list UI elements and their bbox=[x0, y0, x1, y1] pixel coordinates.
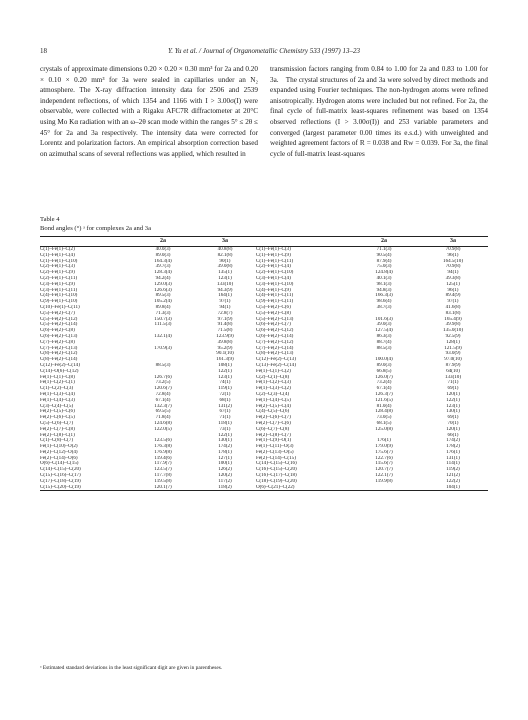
bond-angle-value: 111.5(3) bbox=[154, 322, 172, 328]
bond-angle-value: 108(1) bbox=[218, 362, 232, 368]
bond-angle-label: Fe(2)–C(7)–C(8) bbox=[40, 426, 75, 432]
bond-angle-value: 119(1) bbox=[218, 386, 232, 392]
bond-angle-value: 97.1(9) bbox=[217, 316, 233, 322]
bond-angle-value: 94(1) bbox=[219, 304, 231, 310]
bond-angle-label: O(6)–C(14)–C(15) bbox=[40, 461, 79, 467]
bond-angle-value: 119.9(8) bbox=[375, 478, 393, 484]
bond-angle-label: Fe(1)–C(3)–C(2) bbox=[256, 386, 291, 392]
left-column-paragraph: crystals of approximate dimensions 0.20 × 0.20 × 0.30 mm³ for 2a and 0.20 × 0.10 × 0.20 mm³ for 3a were sealed in capillaries under an N₂ atmosphere. The X-ray diffraction intensity data for 2506 and 2539 independent reflections, of which 1354 and 1166 with I > 3.00σ(I) were observable, were collected with a Rigaku AFC7R diffractometer at 20°C using Mo Kα radiation with an ω–2θ scan mode within the ranges 5° ≤ 2θ ≤ 45° for 2a and 3a respectively. The intensity data were corrected for Lorentz and polarization factors. An empirical absorption correction based on azimuthal scans of several reflections was applied, which resulted in bbox=[40, 65, 258, 158]
bond-angle-label: Fe(2)–C(6)–C(5) bbox=[40, 415, 75, 421]
bond-angle-value: 132.1(4) bbox=[154, 333, 172, 339]
bond-angle-value: 128(1) bbox=[446, 339, 460, 345]
bond-angle-value: 96(1) bbox=[447, 252, 459, 258]
bond-angle-value: 72.8(4) bbox=[155, 391, 171, 397]
bond-angle-value: 67.1(4) bbox=[155, 397, 171, 403]
bond-angle-label: C(18)–C(19)–C(20) bbox=[256, 478, 297, 484]
bond-angle-value: 130(1) bbox=[446, 409, 460, 415]
bond-angle-value: 73.0(5) bbox=[376, 415, 392, 421]
bond-angle-value: 101.6(3) bbox=[375, 316, 393, 322]
header-cell: 3a bbox=[222, 237, 228, 244]
bond-angle-value: 164.5(10) bbox=[443, 258, 463, 264]
bond-angle-value: 176(1) bbox=[377, 438, 391, 444]
bond-angle-label: C(5)–Fe(2)–C(12) bbox=[40, 316, 78, 322]
bond-angle-label: C(3)–Fe(1)–C(4) bbox=[256, 275, 291, 281]
bond-angle-label: Fe(2)–C(13)–O(5) bbox=[256, 449, 294, 455]
bond-angle-value: 119.5(8) bbox=[154, 478, 172, 484]
bond-angle-value: 121(2) bbox=[446, 473, 460, 479]
bond-angle-value: 89.0(3) bbox=[155, 252, 171, 258]
bond-angle-label: C(6)–Fe(2)–C(14) bbox=[256, 333, 294, 339]
bond-angle-label: C(2)–Fe(1)–C(10) bbox=[256, 270, 294, 276]
bond-angle-value: 123(1) bbox=[218, 374, 232, 380]
bond-angle-value: 82.1(8) bbox=[217, 252, 233, 258]
bond-angle-label: C(2)–Fe(1)–C(3) bbox=[40, 264, 75, 270]
bond-angle-value: 164(1) bbox=[218, 293, 232, 299]
right-column-paragraph: transmission factors ranging from 0.84 to 1.00 for 2a and 0.83 to 1.00 for 3a. The crystal structures of 2a and 3a were solved by direct methods and expanded using Fourier techniques. The non-hydrogen atoms were refined anisotropically. Hydrogen atoms were included but not refined. For 2a, the final cycle of full-matrix least-squares refinement was based on 1354 observed reflections (I > 3.00σ(I)) and 253 variable parameters and converged (largest parameter 0.00 times its e.s.d.) with unweighted and weighted agreement factors of R = 0.038 and Rw = 0.039. For 3a, the final cycle of full-matrix least-squares bbox=[270, 65, 488, 158]
bond-angle-label: C(2)–Fe(1)–C(4) bbox=[256, 264, 291, 270]
bond-angle-value: 174(2) bbox=[446, 438, 460, 444]
bond-angle-value: 133(10) bbox=[444, 374, 462, 380]
header-cell: 3a bbox=[450, 237, 456, 244]
bond-angle-value: 66.8(5) bbox=[376, 368, 392, 374]
bond-angle-value: 38.7(3) bbox=[376, 304, 392, 310]
bond-angle-value: 130(1) bbox=[218, 438, 232, 444]
bond-angle-value: 39.8(8) bbox=[217, 339, 233, 345]
journal-citation: Y. Yu et al. / Journal of Organometallic Chemistry 533 (1997) 13–23 bbox=[168, 47, 360, 55]
bond-angle-value: 94.3(9) bbox=[217, 287, 233, 293]
bond-angle-label: Fe(1)–C(4)–C(3) bbox=[40, 397, 75, 403]
bond-angle-value: 120(1) bbox=[446, 391, 460, 397]
bond-angle-label: C(9)–Fe(1)–C(11) bbox=[256, 299, 294, 305]
bond-angle-label: Fe(1)–C(2)–C(3) bbox=[256, 380, 291, 386]
bond-angle-label: C(12)–Fe(2)–C(14) bbox=[40, 362, 80, 368]
bond-angle-value: 124.6(8) bbox=[154, 420, 172, 426]
bond-angle-value: 115.6(7) bbox=[375, 461, 393, 467]
bond-angle-value: 66(1) bbox=[447, 432, 459, 438]
bond-angle-value: 126.7(6) bbox=[154, 374, 172, 380]
bond-angle-value: 126.6(3) bbox=[154, 287, 172, 293]
bond-angle-label: C(14)–C(15)–C(20) bbox=[40, 467, 81, 473]
bond-angle-label: C(7)–Fe(2)–C(14) bbox=[256, 345, 294, 351]
bond-angle-value: 118(2) bbox=[194, 485, 256, 491]
bond-angle-label: C(1)–Fe(1)–C(4) bbox=[40, 252, 75, 258]
bond-angle-value: 69.5(5) bbox=[155, 409, 171, 415]
bond-angle-value: 67(1) bbox=[219, 409, 231, 415]
bond-angle-value: 94.8(3) bbox=[376, 287, 392, 293]
bond-angle-value: 97(1) bbox=[447, 299, 459, 305]
bond-angle-value: 122.0(5) bbox=[154, 426, 172, 432]
bond-angle-value: 90(1) bbox=[219, 258, 231, 264]
bond-angle-value: 124.8(4) bbox=[375, 270, 393, 276]
bond-angle-value: 176.3(8) bbox=[154, 444, 172, 450]
bond-angle-value: 70.9(8) bbox=[445, 264, 461, 270]
bond-angle-value: 179.0(9) bbox=[375, 444, 393, 450]
bond-angle-value: 97.0(10) bbox=[444, 357, 462, 363]
bond-angle-value: 128.3(4) bbox=[154, 270, 172, 276]
body-text bbox=[40, 64, 488, 182]
bond-angle-label: C(7)–Fe(2)–C(13) bbox=[40, 345, 78, 351]
table-caption: Bond angles (°) ᵃ for complexes 2a and 3a bbox=[40, 225, 152, 232]
bond-angle-label: C(1)–Fe(1)–C(11) bbox=[256, 258, 294, 264]
table-row bbox=[40, 485, 488, 491]
bond-angle-label: O(6)–C(21)–C(22) bbox=[256, 485, 350, 491]
bond-angle-value: 131(2) bbox=[218, 403, 232, 409]
bond-angle-value: 123(1) bbox=[446, 403, 460, 409]
bond-angle-label: C(13)–Fe(2)–C(14) bbox=[256, 362, 296, 368]
bond-angle-value: 68(1) bbox=[219, 397, 231, 403]
bond-angle-value: 41.6(8) bbox=[445, 304, 461, 310]
bond-angle-label: Fe(1)–C(10)–O(2) bbox=[40, 444, 78, 450]
bond-angle-value: 178(1) bbox=[218, 449, 232, 455]
header-cell bbox=[40, 237, 132, 247]
bond-angle-value: 89.5(3) bbox=[155, 293, 171, 299]
bond-angle-label: C(17)–C(18)–C(19) bbox=[40, 478, 81, 484]
bond-angle-value: 39.9(8) bbox=[445, 322, 461, 328]
bond-angle-label: C(1)–Fe(1)–C(9) bbox=[256, 252, 291, 258]
bond-angle-value: 125.0(8) bbox=[375, 426, 393, 432]
bond-angle-value: 89.0(3) bbox=[376, 362, 392, 368]
bond-angle-label: C(1)–Fe(1)–C(3) bbox=[256, 246, 291, 252]
bond-angle-value: 170.9(3) bbox=[154, 345, 172, 351]
bond-angle-value: 104(1) bbox=[418, 485, 488, 491]
bond-angle-label: Fe(1)–C(1)–C(8) bbox=[40, 374, 75, 380]
bond-angle-value: 176(1) bbox=[446, 449, 460, 455]
bond-angle-value: 126(2) bbox=[218, 467, 232, 473]
bond-angle-value: 119(2) bbox=[446, 467, 460, 473]
bond-angle-value: 127(1) bbox=[218, 455, 232, 461]
bond-angle-value: 70.9(8) bbox=[445, 246, 461, 252]
bond-angle-label: C(3)–Fe(1)–C(10) bbox=[256, 281, 294, 287]
bond-angle-value: 97(1) bbox=[219, 299, 231, 305]
bond-angle-label: C(2)–C(1)–C(8) bbox=[256, 374, 290, 380]
bond-angle-value: 88.7(4) bbox=[376, 339, 392, 345]
bond-angle-value: 100.0(4) bbox=[375, 357, 393, 363]
bond-angle-label: C(8)–Fe(2)–C(14) bbox=[40, 357, 78, 363]
bond-angle-value: 91.4(8) bbox=[217, 322, 233, 328]
bond-angle-label: Fe(2)–C(5)–C(6) bbox=[40, 409, 75, 415]
bond-angle-label: Fe(2)–C(7)–C(6) bbox=[256, 420, 291, 426]
bond-angles-table bbox=[40, 236, 488, 491]
bond-angle-value: 175.6(7) bbox=[375, 449, 393, 455]
bond-angle-value: 72.8(7) bbox=[217, 310, 233, 316]
bond-angle-label: Fe(1)–C(9)–O(1) bbox=[256, 438, 292, 444]
bond-angle-value: 120.7(7) bbox=[375, 467, 393, 473]
bond-angle-label: C(7)–Fe(2)–C(8) bbox=[40, 339, 75, 345]
bond-angle-value: 120.1(7) bbox=[132, 485, 194, 491]
bond-angle-value: 122(1) bbox=[218, 368, 232, 374]
bond-angle-value: 135(1) bbox=[218, 270, 232, 276]
bond-angle-value: 39.3(8) bbox=[445, 275, 461, 281]
bond-angle-label: Fe(2)–C(12)–O(4) bbox=[40, 449, 78, 455]
bond-angle-value: 127.5(4) bbox=[375, 328, 393, 334]
bond-angle-label: C(5)–Fe(2)–C(13) bbox=[256, 316, 294, 322]
bond-angle-value: 39.0(8) bbox=[217, 264, 233, 270]
bond-angle-label: C(16)–C(17)–C(18) bbox=[256, 473, 297, 479]
bond-angle-value: 98.6(4) bbox=[376, 299, 392, 305]
bond-angle-label: C(3)–Fe(1)–C(9) bbox=[40, 281, 75, 287]
bond-angle-value: 166.3(3) bbox=[375, 293, 393, 299]
bond-angle-label: Fe(1)–C(1)–C(2) bbox=[256, 368, 291, 374]
bond-angle-label: C(16)–C(15)–C(20) bbox=[256, 467, 297, 473]
bond-angle-value: 88.5(3) bbox=[155, 362, 171, 368]
bond-angle-label: C(12)–Fe(2)–C(13) bbox=[256, 357, 296, 363]
bond-angle-label: Fe(2)–C(14)–C(15) bbox=[256, 455, 296, 461]
bond-angle-value: 95.2(9) bbox=[217, 345, 233, 351]
bond-angle-value bbox=[350, 485, 418, 491]
bond-angle-label: C(2)–C(3)–C(4) bbox=[256, 391, 290, 397]
bond-angle-label: Fe(2)–C(8)–C(7) bbox=[256, 432, 291, 438]
bond-angle-label: Fe(2)–C(14)–O(6) bbox=[40, 455, 78, 461]
bond-angle-value: 123.9(9) bbox=[216, 333, 234, 339]
bond-angle-value: 128.4(8) bbox=[375, 409, 393, 415]
bond-angle-label: Fe(1)–C(11)–O(3) bbox=[256, 444, 294, 450]
bond-angle-label: C(14)–C(15)–C(16) bbox=[256, 461, 297, 467]
bond-angle-value: 73.2(5) bbox=[155, 380, 171, 386]
table-header-row bbox=[40, 237, 488, 247]
bond-angle-value: 71.1(3) bbox=[376, 246, 392, 252]
bond-angle-value: 68.1(5) bbox=[376, 420, 392, 426]
bond-angle-label: C(5)–C(6)–C(7) bbox=[40, 420, 74, 426]
bond-angle-value: 93.0(9) bbox=[445, 351, 461, 357]
bond-angle-label: C(1)–C(2)–C(3) bbox=[40, 386, 74, 392]
bond-angle-value: 67.1(4) bbox=[376, 386, 392, 392]
bond-angle-label: C(14)–O(6)–C(12) bbox=[40, 368, 79, 374]
bond-angle-value: 126.3(7) bbox=[375, 391, 393, 397]
bond-angle-value: 69(1) bbox=[447, 415, 459, 421]
bond-angle-label: C(1)–Fe(1)–C(2) bbox=[40, 246, 75, 252]
bond-angle-value: 89.4(9) bbox=[445, 293, 461, 299]
bond-angle-label: Fe(1)–C(2)–C(1) bbox=[40, 380, 75, 386]
bond-angle-value: 94.2(4) bbox=[155, 275, 171, 281]
header-cell: 2a bbox=[160, 237, 166, 244]
bond-angle-value: 123.5(7) bbox=[154, 467, 172, 473]
bond-angle-value: 129.0(3) bbox=[154, 281, 172, 287]
bond-angle-value: 69(1) bbox=[447, 386, 459, 392]
bond-angle-value: 114(1) bbox=[446, 461, 460, 467]
bond-angle-value: 83.1(8) bbox=[445, 310, 461, 316]
bond-angle-label: C(1)–Fe(1)–C(10) bbox=[40, 258, 78, 264]
bond-angle-value: 75.0(3) bbox=[376, 264, 392, 270]
bond-angle-label: C(7)–Fe(2)–C(12) bbox=[256, 339, 294, 345]
bond-angle-value: 105.2(4) bbox=[154, 299, 172, 305]
bond-angle-value: 178(2) bbox=[446, 444, 460, 450]
bond-angle-label: Fe(2)–C(8)–C(1) bbox=[40, 432, 75, 438]
bond-angle-label: Fe(1)–C(4)–C(5) bbox=[256, 397, 291, 403]
bond-angle-value: 117.9(7) bbox=[154, 461, 172, 467]
header-cell: 2a bbox=[381, 237, 387, 244]
bond-angle-value: 117.7(8) bbox=[154, 473, 172, 479]
bond-angle-value: 176.9(8) bbox=[154, 449, 172, 455]
bond-angle-value: 121.5(9) bbox=[444, 345, 462, 351]
bond-angle-label: C(15)–C(20)–C(19) bbox=[40, 485, 132, 491]
bond-angle-value: 88.5(3) bbox=[376, 345, 392, 351]
bond-angle-label: C(4)–C(5)–C(6) bbox=[256, 409, 290, 415]
bond-angle-value: 89.8(4) bbox=[155, 304, 171, 310]
bond-angle-value: 90.5(4) bbox=[376, 252, 392, 258]
bond-angle-label: C(6)–Fe(2)–C(7) bbox=[256, 322, 291, 328]
bond-angle-value: 40.1(3) bbox=[376, 275, 392, 281]
bond-angle-label: C(2)–Fe(1)–C(11) bbox=[40, 275, 78, 281]
bond-angle-value: 123(1) bbox=[218, 275, 232, 281]
bond-angle-label: C(5)–Fe(2)–C(14) bbox=[40, 322, 78, 328]
bond-angle-label: C(6)–Fe(2)–C(12) bbox=[256, 328, 294, 334]
bond-angle-value: 70(1) bbox=[447, 420, 459, 426]
bond-angle-label: C(8)–Fe(2)–C(13) bbox=[256, 351, 294, 357]
bond-angle-label: C(1)–C(8)–C(7) bbox=[40, 438, 74, 444]
bond-angle-value: 122(2) bbox=[446, 478, 460, 484]
bond-angle-value: 119.4(6) bbox=[154, 455, 172, 461]
header-cell bbox=[256, 237, 350, 247]
bond-angle-label: C(4)–Fe(1)–C(9) bbox=[256, 287, 291, 293]
bond-angle-label: C(5)–Fe(2)–C(8) bbox=[256, 310, 291, 316]
bond-angle-value: 40.8(8) bbox=[217, 246, 233, 252]
bond-angle-value: 121.6(5) bbox=[375, 397, 393, 403]
bond-angle-value: 87.9(9) bbox=[445, 362, 461, 368]
bond-angle-value: 64(10) bbox=[446, 368, 460, 374]
bond-angle-label: C(15)–C(16)–C(17) bbox=[40, 473, 81, 479]
table-footnote: ᵃ Estimated standard deviations in the least significant digit are given in parentheses. bbox=[40, 665, 223, 671]
bond-angle-value: 39.0(3) bbox=[376, 322, 392, 328]
bond-angle-value: 87.9(4) bbox=[376, 258, 392, 264]
bond-angle-value: 122(1) bbox=[218, 432, 232, 438]
bond-angle-value: 122(1) bbox=[446, 397, 460, 403]
bond-angle-value: 98.1(3) bbox=[376, 281, 392, 287]
bond-angle-value: 133(10) bbox=[216, 281, 234, 287]
bond-angle-value: 165.4(9) bbox=[444, 316, 462, 322]
bond-angle-label: C(9)–Fe(1)–C(10) bbox=[40, 299, 78, 305]
bond-angle-label: C(6)–Fe(2)–C(8) bbox=[40, 328, 75, 334]
bond-angle-label: C(3)–C(4)–C(5) bbox=[40, 403, 74, 409]
bond-angle-label: C(10)–Fe(1)–C(11) bbox=[40, 304, 80, 310]
bond-angle-label: C(5)–Fe(2)–C(7) bbox=[40, 310, 75, 316]
bond-angle-value: 100(1) bbox=[218, 461, 232, 467]
bond-angle-value: 131(1) bbox=[446, 455, 460, 461]
bond-angle-value: 90.1(10) bbox=[216, 351, 234, 357]
bond-angle-value: 92.5(9) bbox=[445, 333, 461, 339]
bond-angle-value: 40.0(3) bbox=[155, 246, 171, 252]
bond-angle-value: 96(1) bbox=[447, 287, 459, 293]
bond-angle-value: 125(1) bbox=[446, 281, 460, 287]
bond-angle-label: C(2)–Fe(1)–C(9) bbox=[40, 270, 75, 276]
bond-angle-value: 72(1) bbox=[219, 391, 231, 397]
bond-angle-value: 120(2) bbox=[218, 473, 232, 479]
bond-angle-label: C(6)–Fe(2)–C(13) bbox=[40, 333, 78, 339]
bond-angle-value: 71(1) bbox=[219, 415, 231, 421]
bond-angle-value: 123.5(6) bbox=[154, 438, 172, 444]
bond-angle-value: 122.1(7) bbox=[375, 473, 393, 479]
bond-angle-label: C(6)–C(7)–C(8) bbox=[256, 426, 290, 432]
bond-angle-value: 120.6(7) bbox=[154, 386, 172, 392]
bond-angle-value: 118(1) bbox=[218, 420, 232, 426]
bond-angle-value: 117(2) bbox=[218, 478, 232, 484]
bond-angle-value: 135.0(10) bbox=[443, 328, 463, 334]
bond-angle-value: 71.5(8) bbox=[217, 328, 233, 334]
running-header bbox=[40, 45, 488, 57]
bond-angle-label: Fe(2)–C(5)–C(4) bbox=[256, 403, 291, 409]
bond-angle-value: 161.3(9) bbox=[216, 357, 234, 363]
table-caption-block bbox=[40, 215, 488, 233]
bond-angle-value: 122.7(6) bbox=[375, 455, 393, 461]
bond-angle-value: 126.0(7) bbox=[375, 374, 393, 380]
bond-angle-value: 86.3(3) bbox=[376, 333, 392, 339]
bond-angle-value: 71(1) bbox=[447, 380, 459, 386]
page-number: 18 bbox=[40, 47, 47, 55]
table-label: Table 4 bbox=[40, 216, 60, 223]
bond-angle-value: 74(1) bbox=[219, 380, 231, 386]
bond-angle-label: Fe(2)–C(6)–C(7) bbox=[256, 415, 291, 421]
bond-angle-value: 164.3(4) bbox=[154, 258, 172, 264]
bond-angle-label: C(4)–Fe(1)–C(10) bbox=[40, 293, 78, 299]
bond-angle-value: 132.3(7) bbox=[154, 403, 172, 409]
bond-angle-label: C(8)–Fe(2)–C(12) bbox=[40, 351, 78, 357]
bond-angle-label: Fe(1)–C(3)–C(4) bbox=[40, 391, 75, 397]
bond-angle-value: 94(1) bbox=[447, 270, 459, 276]
bond-angle-value: 120(1) bbox=[446, 426, 460, 432]
bond-angle-value: 71.8(4) bbox=[155, 415, 171, 421]
bond-angle-value: 81.0(4) bbox=[376, 403, 392, 409]
bond-angle-value: 71.3(3) bbox=[155, 310, 171, 316]
bond-angle-value: 73(1) bbox=[219, 426, 231, 432]
bond-angles-table-wrapper bbox=[40, 236, 488, 491]
table-body bbox=[40, 247, 488, 491]
bond-angle-value: 73.2(4) bbox=[376, 380, 392, 386]
bond-angle-value: 174(2) bbox=[218, 444, 232, 450]
bond-angle-label: C(4)–Fe(1)–C(11) bbox=[256, 293, 294, 299]
bond-angle-value: 150.7(3) bbox=[154, 316, 172, 322]
bond-angle-label: C(3)–Fe(1)–C(11) bbox=[40, 287, 78, 293]
bond-angle-label: C(5)–Fe(2)–C(6) bbox=[256, 304, 291, 310]
bond-angle-value: 39.7(3) bbox=[155, 264, 171, 270]
